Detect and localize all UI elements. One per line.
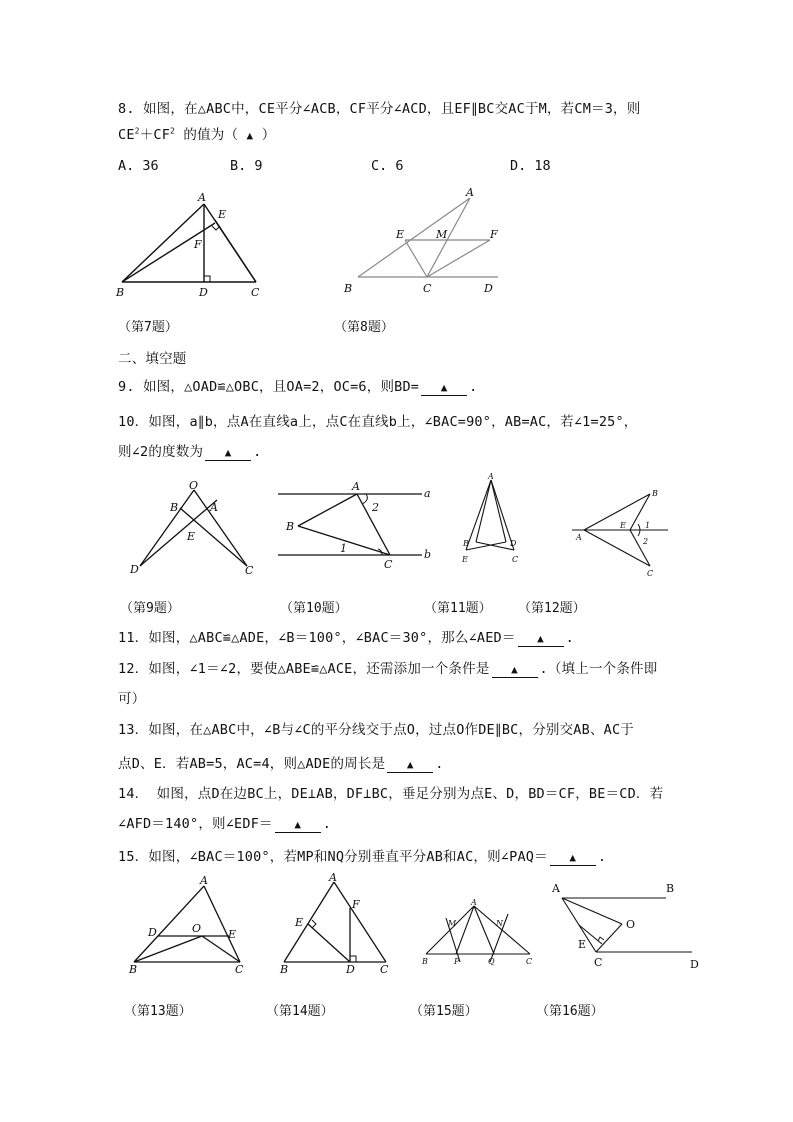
fig9-label-o: O [189,479,199,492]
fig14-label-f: F [352,898,360,911]
q13-text: 点D、E．若AB=5，AC=4，则△ADE的周长是 [118,756,386,772]
fig10-label-2: 2 [372,501,379,514]
fig16-label-e: E [578,938,587,951]
fig15-label-q: Q [488,957,495,966]
fig13-label-a: A [200,874,208,887]
fig15-label-b: B [422,957,428,966]
fig11-label-c: C [512,555,519,564]
fig12-label-b: B [652,489,658,498]
figure-9 [120,478,270,578]
fig10-label-line-b: b [424,548,432,561]
figure-16 [546,876,716,982]
caption-fig8: （第8题） [334,320,394,335]
q10-line1: 10．如图，a∥b，点A在直线a上，点C在直线b上，∠BAC=90°，AB=AC，若∠1=25°， [118,414,638,430]
answer-blank-q15[interactable]: ▲ [550,850,596,866]
q8-sup2: 2 [170,126,176,136]
fig16-label-a: A [552,882,560,895]
q13-line2 [118,752,444,773]
fig15-label-a: A [471,898,477,907]
fig15-label-p: P [454,957,460,966]
q15-line [118,845,606,866]
fig12-label-1: 1 [645,521,651,530]
fig8-label-d: D [484,282,493,295]
fig13-label-e: E [228,928,237,941]
fig8-label-e: E [396,228,405,241]
fig14-label-d: D [346,963,355,976]
figure-8 [330,186,510,298]
fig14-label-a: A [329,871,337,884]
q13-end: . [435,756,444,772]
caption-fig9: （第9题） [120,601,180,616]
fig16-label-o: O [626,918,636,931]
fig15-label-m: M [448,919,457,928]
answer-blank-q12[interactable]: ▲ [492,662,538,678]
fig9-label-e: E [187,530,196,543]
q8-option-b: B. 9 [230,158,263,174]
fig9-label-d: D [130,563,139,576]
q14-end: . [322,816,332,832]
fig11-label-d: D [510,539,517,548]
fig8-label-c: C [423,282,432,295]
fig7-label-e: E [218,208,227,221]
q12-line2: 可） [118,691,146,707]
figure-11 [456,472,526,576]
q15-end: . [597,849,607,865]
q14-line1: 14． 如图，点D在边BC上，DE⊥AB，DF⊥BC，垂足分别为点E、D，BD＝CF，BE＝CD．若 [118,786,664,802]
q14-text: ∠AFD＝140°，则∠EDF＝ [118,816,273,832]
q11-end: . [565,630,574,646]
fig14-label-c: C [380,963,389,976]
fig14-label-b: B [280,963,289,976]
answer-blank-q9[interactable]: ▲ [421,380,467,396]
figure-7 [110,188,270,300]
caption-fig12: （第12题） [518,601,586,616]
fig12-label-2: 2 [643,537,649,546]
fig10-label-c: C [384,558,393,571]
q11-text: 11．如图，△ABC≌△ADE，∠B＝100°，∠BAC＝30°，那么∠AED＝ [118,630,516,646]
answer-blank-q11[interactable]: ▲ [518,631,564,647]
q11-line [118,626,574,647]
fig9-label-b: B [170,501,179,514]
caption-fig16: （第16题） [536,1004,604,1019]
q10-end: . [253,444,262,460]
q15-text: 15．如图，∠BAC＝100°，若MP和NQ分别垂直平分AB和AC，则∠PAQ＝ [118,849,548,865]
caption-fig14: （第14题） [266,1004,334,1019]
q9-text: 9. 如图，△OAD≌△OBC，且OA=2，OC=6，则BD= [118,379,420,395]
figure-13 [124,876,254,980]
fig8-label-b: B [344,282,353,295]
caption-fig11: （第11题） [424,601,492,616]
fig7-label-a: A [198,191,206,204]
q8-line1: 8. 如图，在△ABC中，CE平分∠ACB，CF平分∠ACD，且EF∥BC交AC于M，若CM＝3，则 [118,101,641,117]
caption-fig15: （第15题） [410,1004,478,1019]
fig10-label-1: 1 [340,542,347,555]
figure-14 [270,871,400,980]
q12-text: 12．如图，∠1＝∠2，要使△ABE≌△ACE，还需添加一个条件是 [118,661,490,677]
fig10-label-line-a: a [424,487,431,500]
fig8-label-f: F [490,228,498,241]
q14-line2 [118,812,331,833]
fig13-label-d: D [148,926,157,939]
fig9-label-c: C [245,564,254,577]
q8-option-d: D. 18 [510,158,551,174]
answer-blank-q14[interactable]: ▲ [275,817,321,833]
fig13-label-b: B [129,963,138,976]
q8-sup1: 2 [134,126,140,136]
fig13-label-c: C [235,963,244,976]
fig16-label-b: B [666,882,675,895]
answer-blank-q13[interactable]: ▲ [387,757,433,773]
fig12-label-a: A [576,533,582,542]
q8-ce: CE [118,127,135,143]
q10-line2 [118,440,261,461]
fig12-label-c: C [647,569,654,578]
q12-line1 [118,657,657,678]
fig7-label-c: C [251,286,260,299]
fig8-label-a: A [466,186,474,199]
fig13-label-o: O [192,922,202,935]
figure-15 [418,896,538,976]
q8-close: ） [253,127,276,143]
q9-line [118,375,477,396]
fig14-label-e: E [295,916,304,929]
fig16-label-d: D [690,958,699,971]
q8-option-c: C. 6 [371,158,404,174]
fig16-label-c: C [594,956,603,969]
q8-option-a: A. 36 [118,158,159,174]
fig7-label-b: B [116,286,125,299]
caption-fig7: （第7题） [118,320,178,335]
fig7-label-d: D [199,286,208,299]
fig10-label-b: B [286,520,295,533]
q8-line2 [118,123,275,143]
fig9-label-a: A [210,501,218,514]
caption-fig10: （第10题） [280,601,348,616]
fig15-label-n: N [496,919,503,928]
q13-line1: 13．如图，在△ABC中，∠B与∠C的平分线交于点O，过点O作DE∥BC，分别交AB、AC于 [118,722,635,738]
fig12-label-e: E [620,521,626,530]
fig15-label-c: C [526,957,533,966]
figure-10 [270,478,470,578]
fig8-label-m: M [436,228,448,241]
q12-end: .（填上一个条件即 [539,661,658,677]
fig11-label-b: B [463,539,469,548]
q10-text: 则∠2的度数为 [118,444,204,460]
caption-fig13: （第13题） [124,1004,192,1019]
fig7-label-f: F [194,238,202,251]
fig11-label-a: A [488,472,494,481]
section-title: 二、填空题 [118,351,187,367]
answer-marker: ▲ [246,129,254,142]
q8-cf: ＋CF [139,127,171,143]
q8-value-text: 的值为（ [175,127,247,143]
q9-end: . [469,379,478,395]
answer-blank-q10[interactable]: ▲ [205,445,251,461]
fig11-label-e: E [462,555,468,564]
fig10-label-a: A [352,480,360,493]
figure-12 [566,482,676,582]
